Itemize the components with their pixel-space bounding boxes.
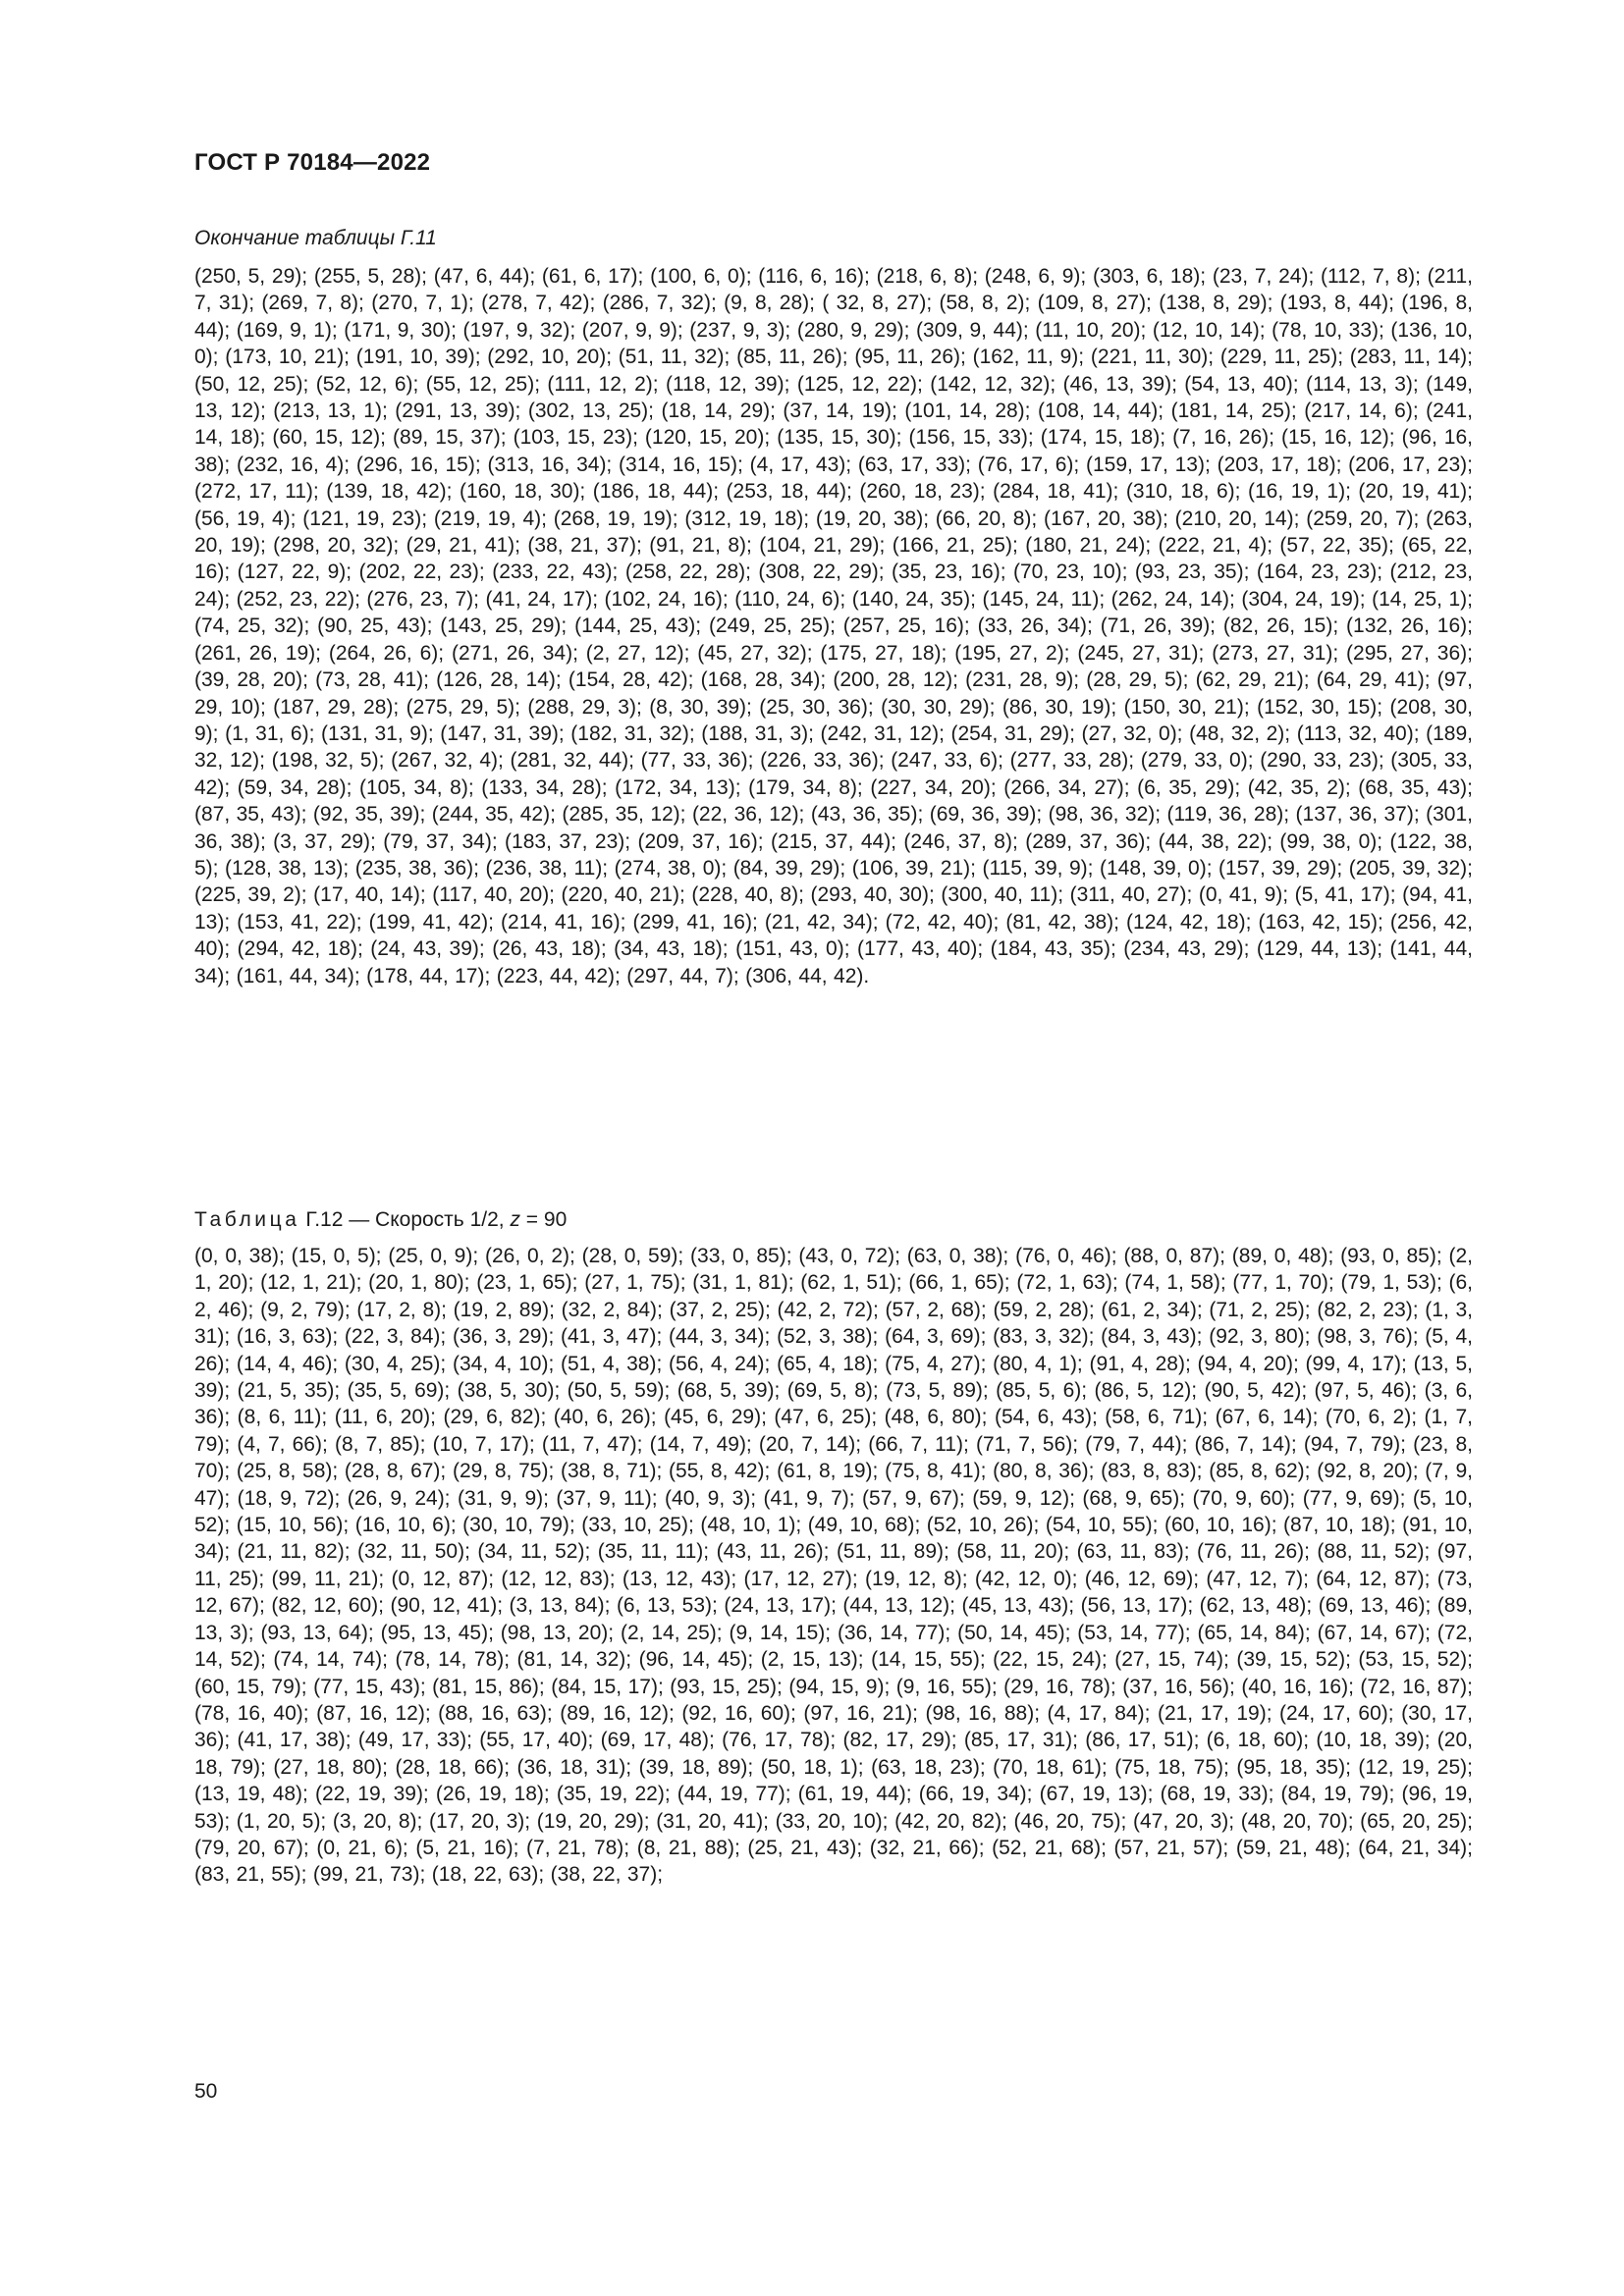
- z-value: = 90: [525, 1208, 568, 1231]
- table-g12-content: (0, 0, 38); (15, 0, 5); (25, 0, 9); (26, 0, 2); (28, 0, 59); (33, 0, 85); (43, 0, 72); (63, 0, 38); (76, 0, 46); (88, 0, 87); (89, 0, 48); (93, 0, 85); (2, 1, 20); (12, 1, 21); (20, 1, 80); (23, 1, 65); (27, 1, 75); (31, 1, 81); (62, 1, 51); (66, 1, 65); (72, 1, 63); (74, 1, 58); (77, 1, 70); (79, 1, 53); (6, 2, 46); (9, 2, 79); (17, 2, 8); (19, 2, 89); (32, 2, 84); (37, 2, 25); (42, 2, 72); (57, 2, 68); (59, 2, 28); (61, 2, 34); (71, 2, 25); (82, 2, 23); (1, 3, 31); (16, 3, 63); (22, 3, 84); (36, 3, 29); (41, 3, 47); (44, 3, 34); (52, 3, 38); (64, 3, 69); (83, 3, 32); (84, 3, 43); (92, 3, 80); (98, 3, 76); (5, 4, 26); (14, 4, 46); (30, 4, 25); (34, 4, 10); (51, 4, 38); (56, 4, 24); (65, 4, 18); (75, 4, 27); (80, 4, 1); (91, 4, 28); (94, 4, 20); (99, 4, 17); (13, 5, 39); (21, 5, 35); (35, 5, 69); (38, 5, 30); (50, 5, 59); (68, 5, 39); (69, 5, 8); (73, 5, 89); (85, 5, 6); (86, 5, 12); (90, 5, 42); (97, 5, 46); (3, 6, 36); (8, 6, 11); (11, 6, 20); (29, 6, 82); (40, 6, 26); (45, 6, 29); (47, 6, 25); (48, 6, 80); (54, 6, 43); (58, 6, 71); (67, 6, 14); (70, 6, 2); (1, 7, 79); (4, 7, 66); (8, 7, 85); (10, 7, 17); (11, 7, 47); (14, 7, 49); (20, 7, 14); (66, 7, 11); (71, 7, 56); (79, 7, 44); (86, 7, 14); (94, 7, 79); (23, 8, 70); (25, 8, 58); (28, 8, 67); (29, 8, 75); (38, 8, 71); (55, 8, 42); (61, 8, 19); (75, 8, 41); (80, 8, 36); (83, 8, 83); (85, 8, 62); (92, 8, 20); (7, 9, 47); (18, 9, 72); (26, 9, 24); (31, 9, 9); (37, 9, 11); (40, 9, 3); (41, 9, 7); (57, 9, 67); (59, 9, 12); (68, 9, 65); (70, 9, 60); (77, 9, 69); (5, 10, 52); (15, 10, 56); (16, 10, 6); (30, 10, 79); (33, 10, 25); (48, 10, 1); (49, 10, 68); (52, 10, 26); (54, 10, 55); (60, 10, 16); (87, 10, 18); (91, 10, 34); (21, 11, 82); (32, 11, 50); (34, 11, 52); (35, 11, 11); (43, 11, 26); (51, 11, 89); (58, 11, 20); (63, 11, 83); (76, 11, 26); (88, 11, 52); (97, 11, 25); (99, 11, 21); (0, 12, 87); (12, 12, 83); (13, 12, 43); (17, 12, 27); (19, 12, 8); (42, 12, 0); (46, 12, 69); (47, 12, 7); (64, 12, 87); (73, 12, 67); (82, 12, 60); (90, 12, 41); (3, 13, 84); (6, 13, 53); (24, 13, 17); (44, 13, 12); (45, 13, 43); (56, 13, 17); (62, 13, 48); (69, 13, 46); (89, 13, 3); (93, 13, 64); (95, 13, 45); (98, 13, 20); (2, 14, 25); (9, 14, 15); (36, 14, 77); (50, 14, 45); (53, 14, 77); (65, 14, 84); (67, 14, 67); (72, 14, 52); (74, 14, 74); (78, 14, 78); (81, 14, 32); (96, 14, 45); (2, 15, 13); (14, 15, 55); (22, 15, 24); (27, 15, 74); (39, 15, 52); (53, 15, 52); (60, 15, 79); (77, 15, 43); (81, 15, 86); (84, 15, 17); (93, 15, 25); (94, 15, 9); (9, 16, 55); (29, 16, 78); (37, 16, 56); (40, 16, 16); (72, 16, 87); (78, 16, 40); (87, 16, 12); (88, 16, 63); (89, 16, 12); (92, 16, 60); (97, 16, 21); (98, 16, 88); (4, 17, 84); (21, 17, 19); (24, 17, 60); (30, 17, 36); (41, 17, 38); (49, 17, 33); (55, 17, 40); (69, 17, 48); (76, 17, 78); (82, 17, 29); (85, 17, 31); (86, 17, 51); (6, 18, 60); (10, 18, 39); (20, 18, 79); (27, 18, 80); (28, 18, 66); (36, 18, 31); (39, 18, 89); (50, 18, 1); (63, 18, 23); (70, 18, 61); (75, 18, 75); (95, 18, 35); (12, 19, 25); (13, 19, 48); (22, 19, 39); (26, 19, 18); (35, 19, 22); (44, 19, 77); (61, 19, 44); (66, 19, 34); (67, 19, 13); (68, 19, 33); (84, 19, 79); (96, 19, 53); (1, 20, 5); (3, 20, 8); (17, 20, 3); (19, 20, 29); (31, 20, 41); (33, 20, 10); (42, 20, 82); (46, 20, 75); (47, 20, 3); (48, 20, 70); (65, 20, 25); (79, 20, 67); (0, 21, 6); (5, 21, 16); (7, 21, 78); (8, 21, 88); (25, 21, 43); (32, 21, 66); (52, 21, 68); (57, 21, 57); (59, 21, 48); (64, 21, 34); (83, 21, 55); (99, 21, 73); (18, 22, 63); (38, 22, 37);: [194, 1245, 1473, 1887]
- table-g12-title: [194, 1208, 567, 1232]
- table-number: Г.12 — Скорость 1/2,: [305, 1208, 505, 1231]
- document-header: ГОСТ Р 70184—2022: [194, 149, 431, 176]
- table-label: Таблица: [194, 1208, 300, 1231]
- page-number: 50: [194, 2080, 218, 2103]
- table-g11-content: (250, 5, 29); (255, 5, 28); (47, 6, 44); (61, 6, 17); (100, 6, 0); (116, 6, 16); (218, 6, 8); (248, 6, 9); (303, 6, 18); (23, 7, 24); (112, 7, 8); (211, 7, 31); (269, 7, 8); (270, 7, 1); (278, 7, 42); (286, 7, 32); (9, 8, 28); ( 32, 8, 27); (58, 8, 2); (109, 8, 27); (138, 8, 29); (193, 8, 44); (196, 8, 44); (169, 9, 1); (171, 9, 30); (197, 9, 32); (207, 9, 9); (237, 9, 3); (280, 9, 29); (309, 9, 44); (11, 10, 20); (12, 10, 14); (78, 10, 33); (136, 10, 0); (173, 10, 21); (191, 10, 39); (292, 10, 20); (51, 11, 32); (85, 11, 26); (95, 11, 26); (162, 11, 9); (221, 11, 30); (229, 11, 25); (283, 11, 14); (50, 12, 25); (52, 12, 6); (55, 12, 25); (111, 12, 2); (118, 12, 39); (125, 12, 22); (142, 12, 32); (46, 13, 39); (54, 13, 40); (114, 13, 3); (149, 13, 12); (213, 13, 1); (291, 13, 39); (302, 13, 25); (18, 14, 29); (37, 14, 19); (101, 14, 28); (108, 14, 44); (181, 14, 25); (217, 14, 6); (241, 14, 18); (60, 15, 12); (89, 15, 37); (103, 15, 23); (120, 15, 20); (135, 15, 30); (156, 15, 33); (174, 15, 18); (7, 16, 26); (15, 16, 12); (96, 16, 38); (232, 16, 4); (296, 16, 15); (313, 16, 34); (314, 16, 15); (4, 17, 43); (63, 17, 33); (76, 17, 6); (159, 17, 13); (203, 17, 18); (206, 17, 23); (272, 17, 11); (139, 18, 42); (160, 18, 30); (186, 18, 44); (253, 18, 44); (260, 18, 23); (284, 18, 41); (310, 18, 6); (16, 19, 1); (20, 19, 41); (56, 19, 4); (121, 19, 23); (219, 19, 4); (268, 19, 19); (312, 19, 18); (19, 20, 38); (66, 20, 8); (167, 20, 38); (210, 20, 14); (259, 20, 7); (263, 20, 19); (298, 20, 32); (29, 21, 41); (38, 21, 37); (91, 21, 8); (104, 21, 29); (166, 21, 25); (180, 21, 24); (222, 21, 4); (57, 22, 35); (65, 22, 16); (127, 22, 9); (202, 22, 23); (233, 22, 43); (258, 22, 28); (308, 22, 29); (35, 23, 16); (70, 23, 10); (93, 23, 35); (164, 23, 23); (212, 23, 24); (252, 23, 22); (276, 23, 7); (41, 24, 17); (102, 24, 16); (110, 24, 6); (140, 24, 35); (145, 24, 11); (262, 24, 14); (304, 24, 19); (14, 25, 1); (74, 25, 32); (90, 25, 43); (143, 25, 29); (144, 25, 43); (249, 25, 25); (257, 25, 16); (33, 26, 34); (71, 26, 39); (82, 26, 15); (132, 26, 16); (261, 26, 19); (264, 26, 6); (271, 26, 34); (2, 27, 12); (45, 27, 32); (175, 27, 18); (195, 27, 2); (245, 27, 31); (273, 27, 31); (295, 27, 36); (39, 28, 20); (73, 28, 41); (126, 28, 14); (154, 28, 42); (168, 28, 34); (200, 28, 12); (231, 28, 9); (28, 29, 5); (62, 29, 21); (64, 29, 41); (97, 29, 10); (187, 29, 28); (275, 29, 5); (288, 29, 3); (8, 30, 39); (25, 30, 36); (30, 30, 29); (86, 30, 19); (150, 30, 21); (152, 30, 15); (208, 30, 9); (1, 31, 6); (131, 31, 9); (147, 31, 39); (182, 31, 32); (188, 31, 3); (242, 31, 12); (254, 31, 29); (27, 32, 0); (48, 32, 2); (113, 32, 40); (189, 32, 12); (198, 32, 5); (267, 32, 4); (281, 32, 44); (77, 33, 36); (226, 33, 36); (247, 33, 6); (277, 33, 28); (279, 33, 0); (290, 33, 23); (305, 33, 42); (59, 34, 28); (105, 34, 8); (133, 34, 28); (172, 34, 13); (179, 34, 8); (227, 34, 20); (266, 34, 27); (6, 35, 29); (42, 35, 2); (68, 35, 43); (87, 35, 43); (92, 35, 39); (244, 35, 42); (285, 35, 12); (22, 36, 12); (43, 36, 35); (69, 36, 39); (98, 36, 32); (119, 36, 28); (137, 36, 37); (301, 36, 38); (3, 37, 29); (79, 37, 34); (183, 37, 23); (209, 37, 16); (215, 37, 44); (246, 37, 8); (289, 37, 36); (44, 38, 22); (99, 38, 0); (122, 38, 5); (128, 38, 13); (235, 38, 36); (236, 38, 11); (274, 38, 0); (84, 39, 29); (106, 39, 21); (115, 39, 9); (148, 39, 0); (157, 39, 29); (205, 39, 32); (225, 39, 2); (17, 40, 14); (117, 40, 20); (220, 40, 21); (228, 40, 8); (293, 40, 30); (300, 40, 11); (311, 40, 27); (0, 41, 9); (5, 41, 17); (94, 41, 13); (153, 41, 22); (199, 41, 42); (214, 41, 16); (299, 41, 16); (21, 42, 34); (72, 42, 40); (81, 42, 38); (124, 42, 18); (163, 42, 15); (256, 42, 40); (294, 42, 18); (24, 43, 39); (26, 43, 18); (34, 43, 18); (151, 43, 0); (177, 43, 40); (184, 43, 35); (234, 43, 29); (129, 44, 13); (141, 44, 34); (161, 44, 34); (178, 44, 17); (223, 44, 42); (297, 44, 7); (306, 44, 42).: [194, 265, 1473, 988]
- table-continuation-title: Окончание таблицы Г.11: [194, 227, 437, 249]
- z-variable: z: [510, 1208, 520, 1231]
